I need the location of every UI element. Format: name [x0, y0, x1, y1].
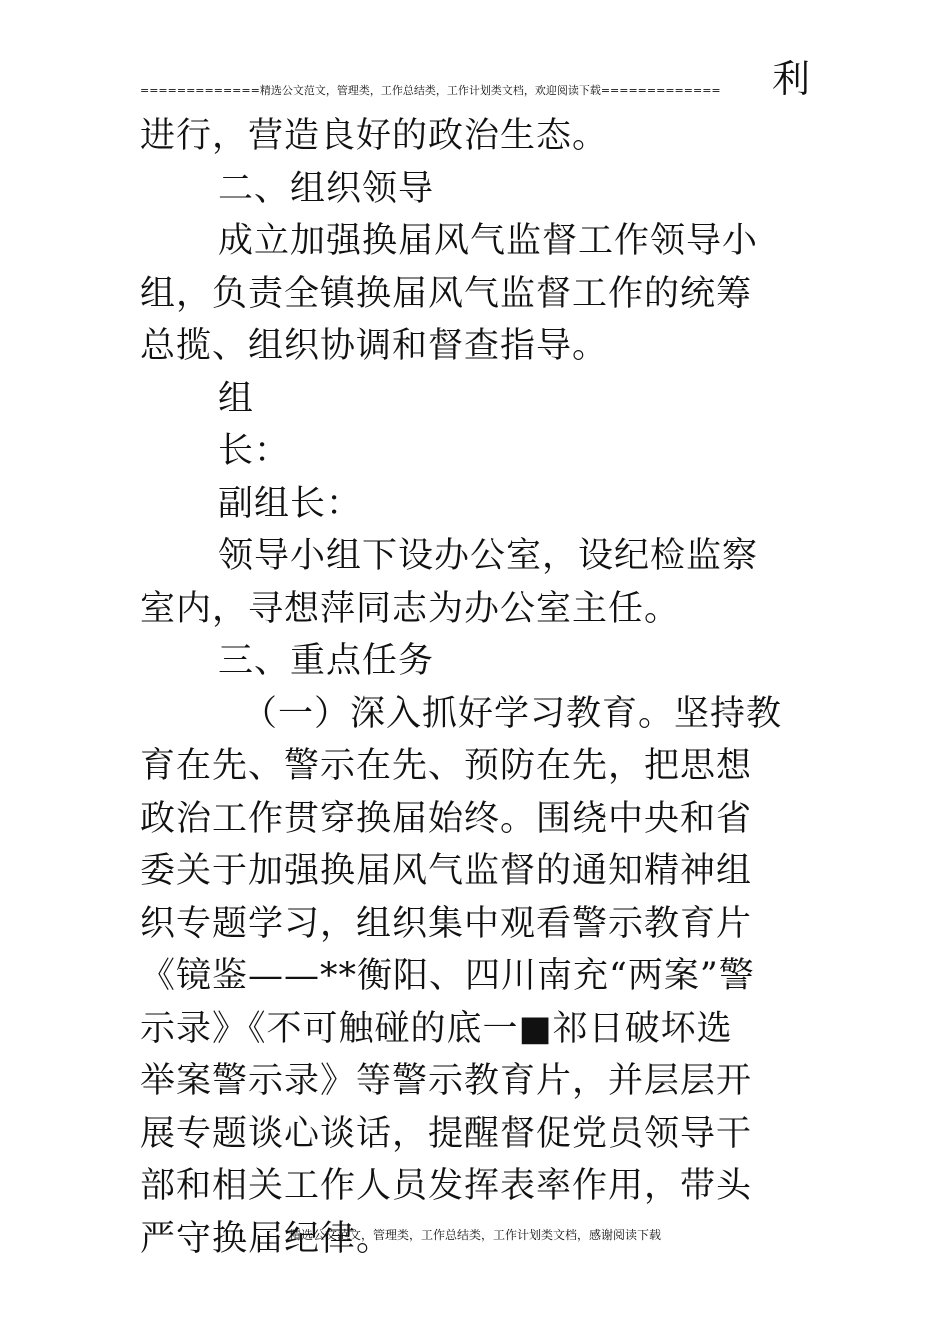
- body-line: 进行，营造良好的政治生态。: [140, 116, 609, 156]
- paragraph-line: 组，负责全镇换届风气监督工作的统筹: [140, 273, 753, 314]
- paragraph-line: 领导小组下设办公室，设纪检监察: [218, 536, 759, 576]
- leader-label-line-2: 长：: [218, 431, 291, 471]
- paragraph-line: 示录》《不可触碰的底一■祁日破坏选: [140, 1008, 733, 1049]
- footer-text: 精选公文范文，管理类，工作总结类，工作计划类文档，感谢阅读下载: [288, 1228, 661, 1242]
- deputy-leader-label: 副组长：: [218, 483, 363, 524]
- paragraph-line: （一）深入抓好学习教育。坚持教: [242, 693, 783, 734]
- paragraph-line: 政治工作贯穿换届始终。围绕中央和省: [140, 798, 753, 839]
- paragraph-line: 举案警示录》等警示教育片，并层层开: [140, 1061, 753, 1101]
- header-tail-character: 利: [772, 57, 811, 101]
- header-banner: =============精选公文范文，管理类，工作总结类，工作计划类文档，欢迎阅读下载=============: [140, 84, 721, 97]
- paragraph-line: 《镜鉴——**衡阳、四川南充“两案”警: [140, 956, 755, 996]
- leader-label-line-1: 组: [218, 378, 255, 419]
- paragraph-line: 育在先、警示在先、预防在先，把思想: [140, 746, 753, 786]
- paragraph-line: 成立加强换届风气监督工作领导小: [218, 221, 759, 261]
- paragraph-line: 严守换届纪律。: [140, 1218, 393, 1259]
- paragraph-line: 总揽、组织协调和督查指导。: [140, 326, 609, 366]
- paragraph-line: 展专题谈心谈话，提醒督促党员领导干: [140, 1113, 753, 1154]
- paragraph-line: 部和相关工作人员发挥表率作用，带头: [140, 1166, 753, 1206]
- paragraph-line: 室内，寻想萍同志为办公室主任。: [140, 588, 681, 629]
- paragraph-line: 委关于加强换届风气监督的通知精神组: [140, 851, 753, 891]
- section-heading: 二、组织领导: [218, 168, 435, 209]
- section-heading: 三、重点任务: [218, 641, 435, 681]
- paragraph-line: 织专题学习，组织集中观看警示教育片: [140, 903, 753, 944]
- document-body: [140, 110, 820, 1265]
